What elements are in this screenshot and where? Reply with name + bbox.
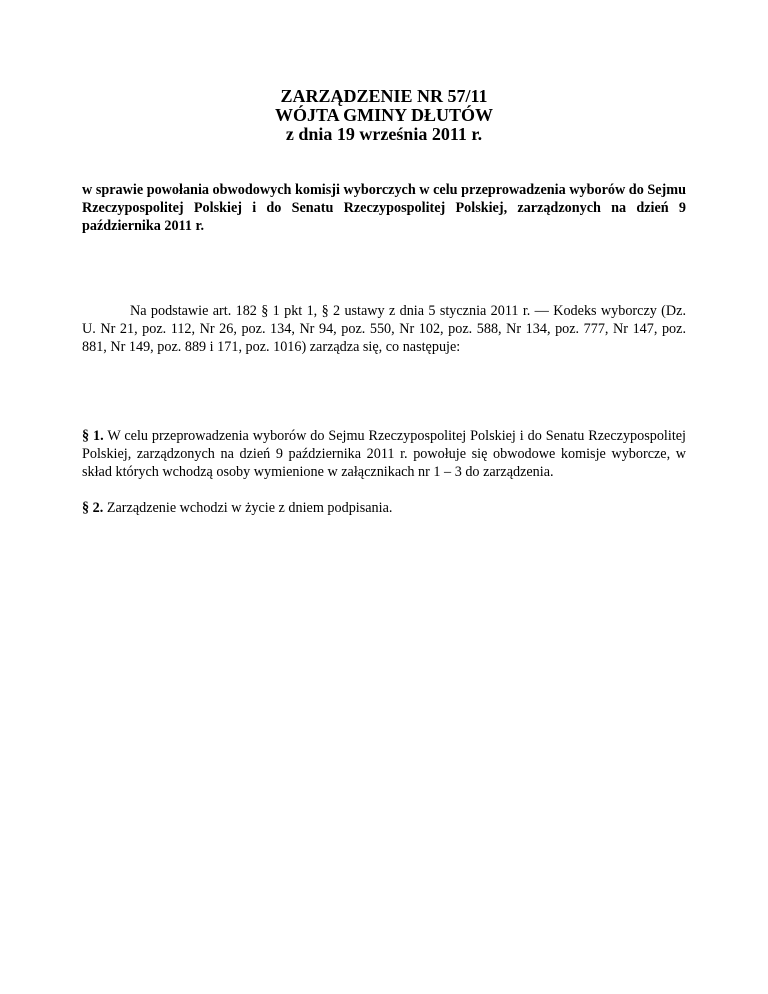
document-subject: w sprawie powołania obwodowych komisji wyborczych w celu przeprowadzenia wyborów do Sejmu Rzeczypospolitej Polskiej i do Senatu Rzeczypospolitej Polskiej, zarządzonych na dzień 9 października 2011 r.: [82, 182, 686, 234]
section-2-paragraph: [82, 499, 686, 517]
legal-basis-paragraph: Na podstawie art. 182 § 1 pkt 1, § 2 ustawy z dnia 5 stycznia 2011 r. — Kodeks wyborczy (Dz. U. Nr 21, poz. 112, Nr 26, poz. 134, Nr 94, poz. 550, Nr 102, poz. 588, Nr 134, poz. 777, Nr 147, poz. 881, Nr 149, poz. 889 i 171, poz. 1016) zarządza się, co następuje:: [82, 303, 686, 355]
title-line-issuer: WÓJTA GMINY DŁUTÓW: [274, 105, 493, 125]
title-line-ordinance-number: ZARZĄDZENIE NR 57/11: [280, 86, 488, 106]
document-title: [0, 87, 768, 144]
section-1-mark: § 1.: [82, 428, 104, 444]
section-1-text: W celu przeprowadzenia wyborów do Sejmu Rzeczypospolitej Polskiej i do Senatu Rzeczypospolitej Polskiej, zarządzonych na dzień 9 października 2011 r. powołuje się obwodowe komisje wyborcze, w skład których wchodzą osoby wymienione w załącznikach nr 1 – 3 do zarządzenia.: [82, 428, 686, 480]
section-2-text: Zarządzenie wchodzi w życie z dniem podpisania.: [106, 500, 393, 516]
title-line-date: z dnia 19 września 2011 r.: [285, 124, 483, 144]
section-2-mark: § 2.: [82, 500, 104, 516]
section-1-paragraph: [82, 427, 686, 481]
